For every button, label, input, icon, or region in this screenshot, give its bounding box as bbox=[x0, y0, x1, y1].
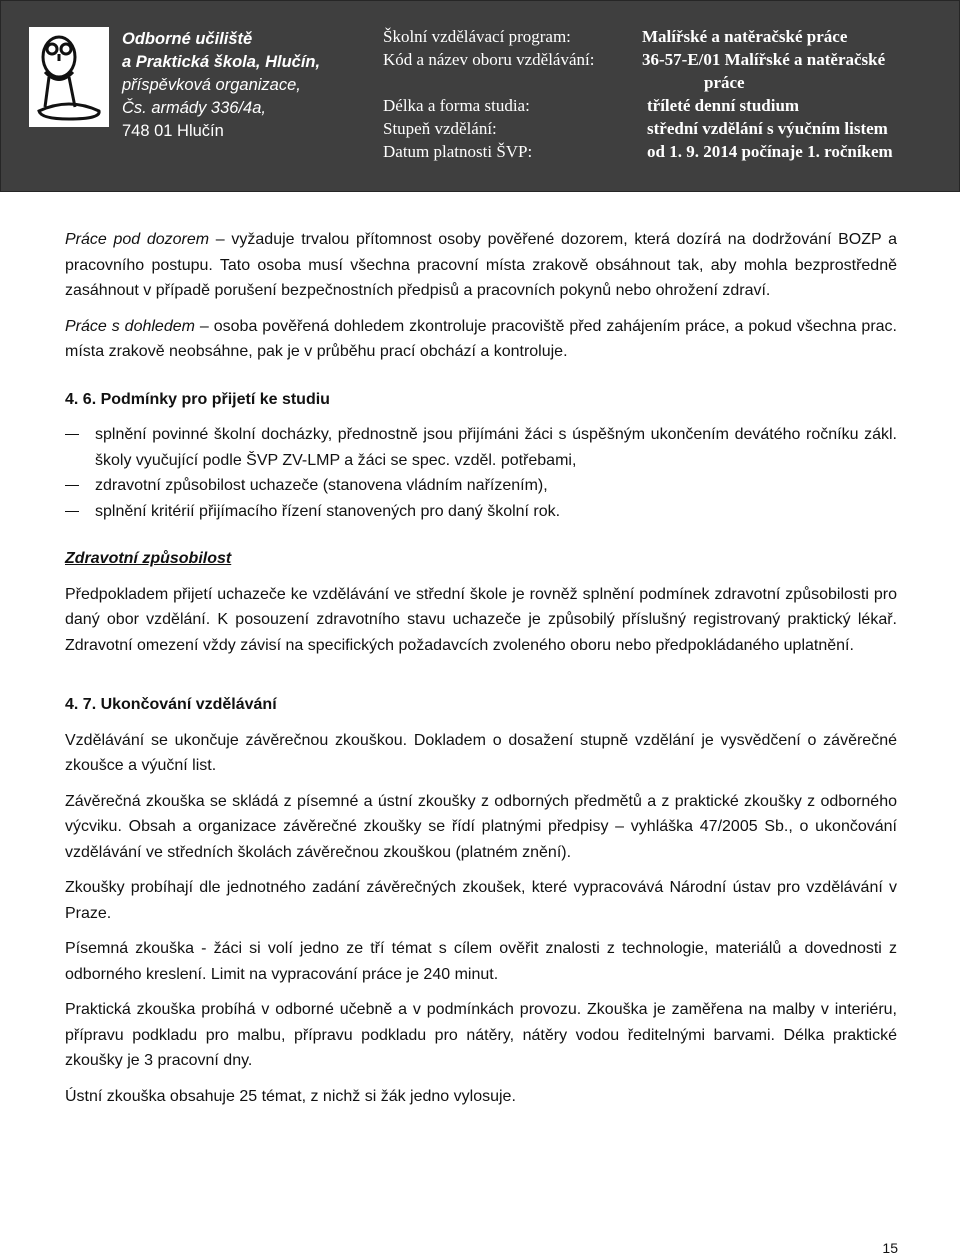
supervision-text: – vyžaduje trvalou přítomnost osoby pověřené dozorem, která dozírá na dodržování BOZP a pracovního postupu. Tato osoba musí všechna pracovní místa zrakově obsáhnout tak, aby mohla bezprostředně zasáhnout v případě porušení bezpečnostních předpisů a pracovních pokynů nebo ohrožení zdraví. bbox=[65, 231, 897, 299]
school-city: 748 01 Hlučín bbox=[122, 122, 224, 140]
field-value: 36-57-E/01 Malířské a natěračské bbox=[642, 50, 886, 69]
written-exam-paragraph: Písemná zkouška - žáci si volí jedno ze tří témat s cílem ověřit znalosti z technologie, materiálů a dovednosti z odborného kreslení. Limit na vypracování práce je 240 minut. bbox=[65, 940, 897, 983]
program-value: Malířské a natěračské práce bbox=[642, 27, 848, 46]
page-number: 15 bbox=[882, 1240, 898, 1256]
validity-label: Datum platnosti ŠVP: bbox=[383, 142, 533, 161]
oral-exam-paragraph: Ústní zkouška obsahuje 25 témat, z nichž si žák jedno vylosuje. bbox=[65, 1087, 516, 1105]
oversight-term: Práce s dohledem bbox=[65, 317, 195, 335]
field-label: Kód a název oboru vzdělávání: bbox=[383, 50, 595, 69]
owl-logo-icon bbox=[29, 27, 109, 127]
field-value-cont: práce bbox=[704, 73, 745, 92]
form-label: Délka a forma studia: bbox=[383, 96, 530, 115]
health-heading bbox=[65, 546, 897, 572]
oversight-paragraph bbox=[65, 314, 897, 365]
validity-value: od 1. 9. 2014 počínaje 1. ročníkem bbox=[647, 142, 893, 161]
section-heading-completion: 4. 7. Ukončování vzdělávání bbox=[65, 696, 277, 713]
school-name: Odborné učiliště bbox=[122, 30, 253, 48]
exam-assignment-paragraph: Zkoušky probíhají dle jednotného zadání závěrečných zkoušek, které vypracovává Národní ústav pro vzdělávání v Praze. bbox=[65, 879, 897, 922]
document-body bbox=[65, 227, 897, 1109]
form-value: tříleté denní studium bbox=[647, 96, 800, 115]
supervision-term: Práce pod dozorem bbox=[65, 231, 210, 248]
school-name-cont: a Praktická škola, Hlučín, bbox=[122, 53, 321, 71]
admission-item: splnění povinné školní docházky, přednostně jsou přijímáni žáci s úspěšným ukončením devátého ročníku zákl. školy vyučující podle ŠVP ZV-LMP a žáci se spec. vzděl. potřebami, bbox=[65, 422, 897, 473]
program-label: Školní vzdělávací program: bbox=[383, 27, 571, 46]
supervision-paragraph bbox=[65, 227, 897, 304]
oversight-text: – osoba pověřená dohledem zkontroluje pracoviště před zahájením práce, a pokud všechna prac. místa zrakově neobsáhne, pak je v průběhu prací obchází a kontroluje. bbox=[65, 317, 897, 360]
admission-item: splnění kritérií přijímacího řízení stanovených pro daný školní rok. bbox=[65, 499, 897, 525]
health-paragraph: Předpokladem přijetí uchazeče ke vzdělávání ve střední škole je rovněž splnění podmínek zdravotní způsobilosti pro daný obor vzdělání. K posouzení zdravotního stavu uchazeče je způsobilý příslušný registrovaný praktický lékař. Zdravotní omezení vždy závisí na specifických požadavcích zvoleného oboru nebo předpokládaného uplatnění. bbox=[65, 585, 897, 654]
completion-paragraph: Vzdělávání se ukončuje závěrečnou zkouškou. Dokladem o dosažení stupně vzdělání je vysvědčení o závěrečné zkoušce a výuční list. bbox=[65, 731, 897, 774]
school-info bbox=[122, 28, 320, 143]
section-heading-admission: 4. 6. Podmínky pro přijetí ke studiu bbox=[65, 390, 330, 408]
final-exam-paragraph: Závěrečná zkouška se skládá z písemné a ústní zkoušky z odborných předmětů a z praktické zkoušky z odborného výcviku. Obsah a organizace závěrečné zkoušky se řídí platnými předpisy – vyhláška 47/2005 Sb., o ukončování vzdělávání ve středních školách závěrečnou zkouškou (platném znění). bbox=[65, 792, 897, 861]
practical-exam-paragraph: Praktická zkouška probíhá v odborné učebně a v podmínkách provozu. Zkouška je zaměřena na malby v interiéru, přípravu podkladu pro malbu, přípravu podkladu pro nátěry, nátěry vodou ředitelnými barvami. Délka praktické zkoušky je 3 pracovní dny. bbox=[65, 1001, 897, 1069]
admission-item: zdravotní způsobilost uchazeče (stanovena vládním nařízením), bbox=[65, 473, 897, 499]
health-heading-text: Zdravotní způsobilost bbox=[65, 550, 232, 567]
document-header bbox=[0, 0, 960, 192]
level-label: Stupeň vzdělání: bbox=[383, 119, 497, 138]
level-value: střední vzdělání s výučním listem bbox=[647, 119, 888, 138]
school-organization: příspěvková organizace, bbox=[122, 76, 301, 94]
school-street: Čs. armády 336/4a, bbox=[122, 99, 266, 117]
